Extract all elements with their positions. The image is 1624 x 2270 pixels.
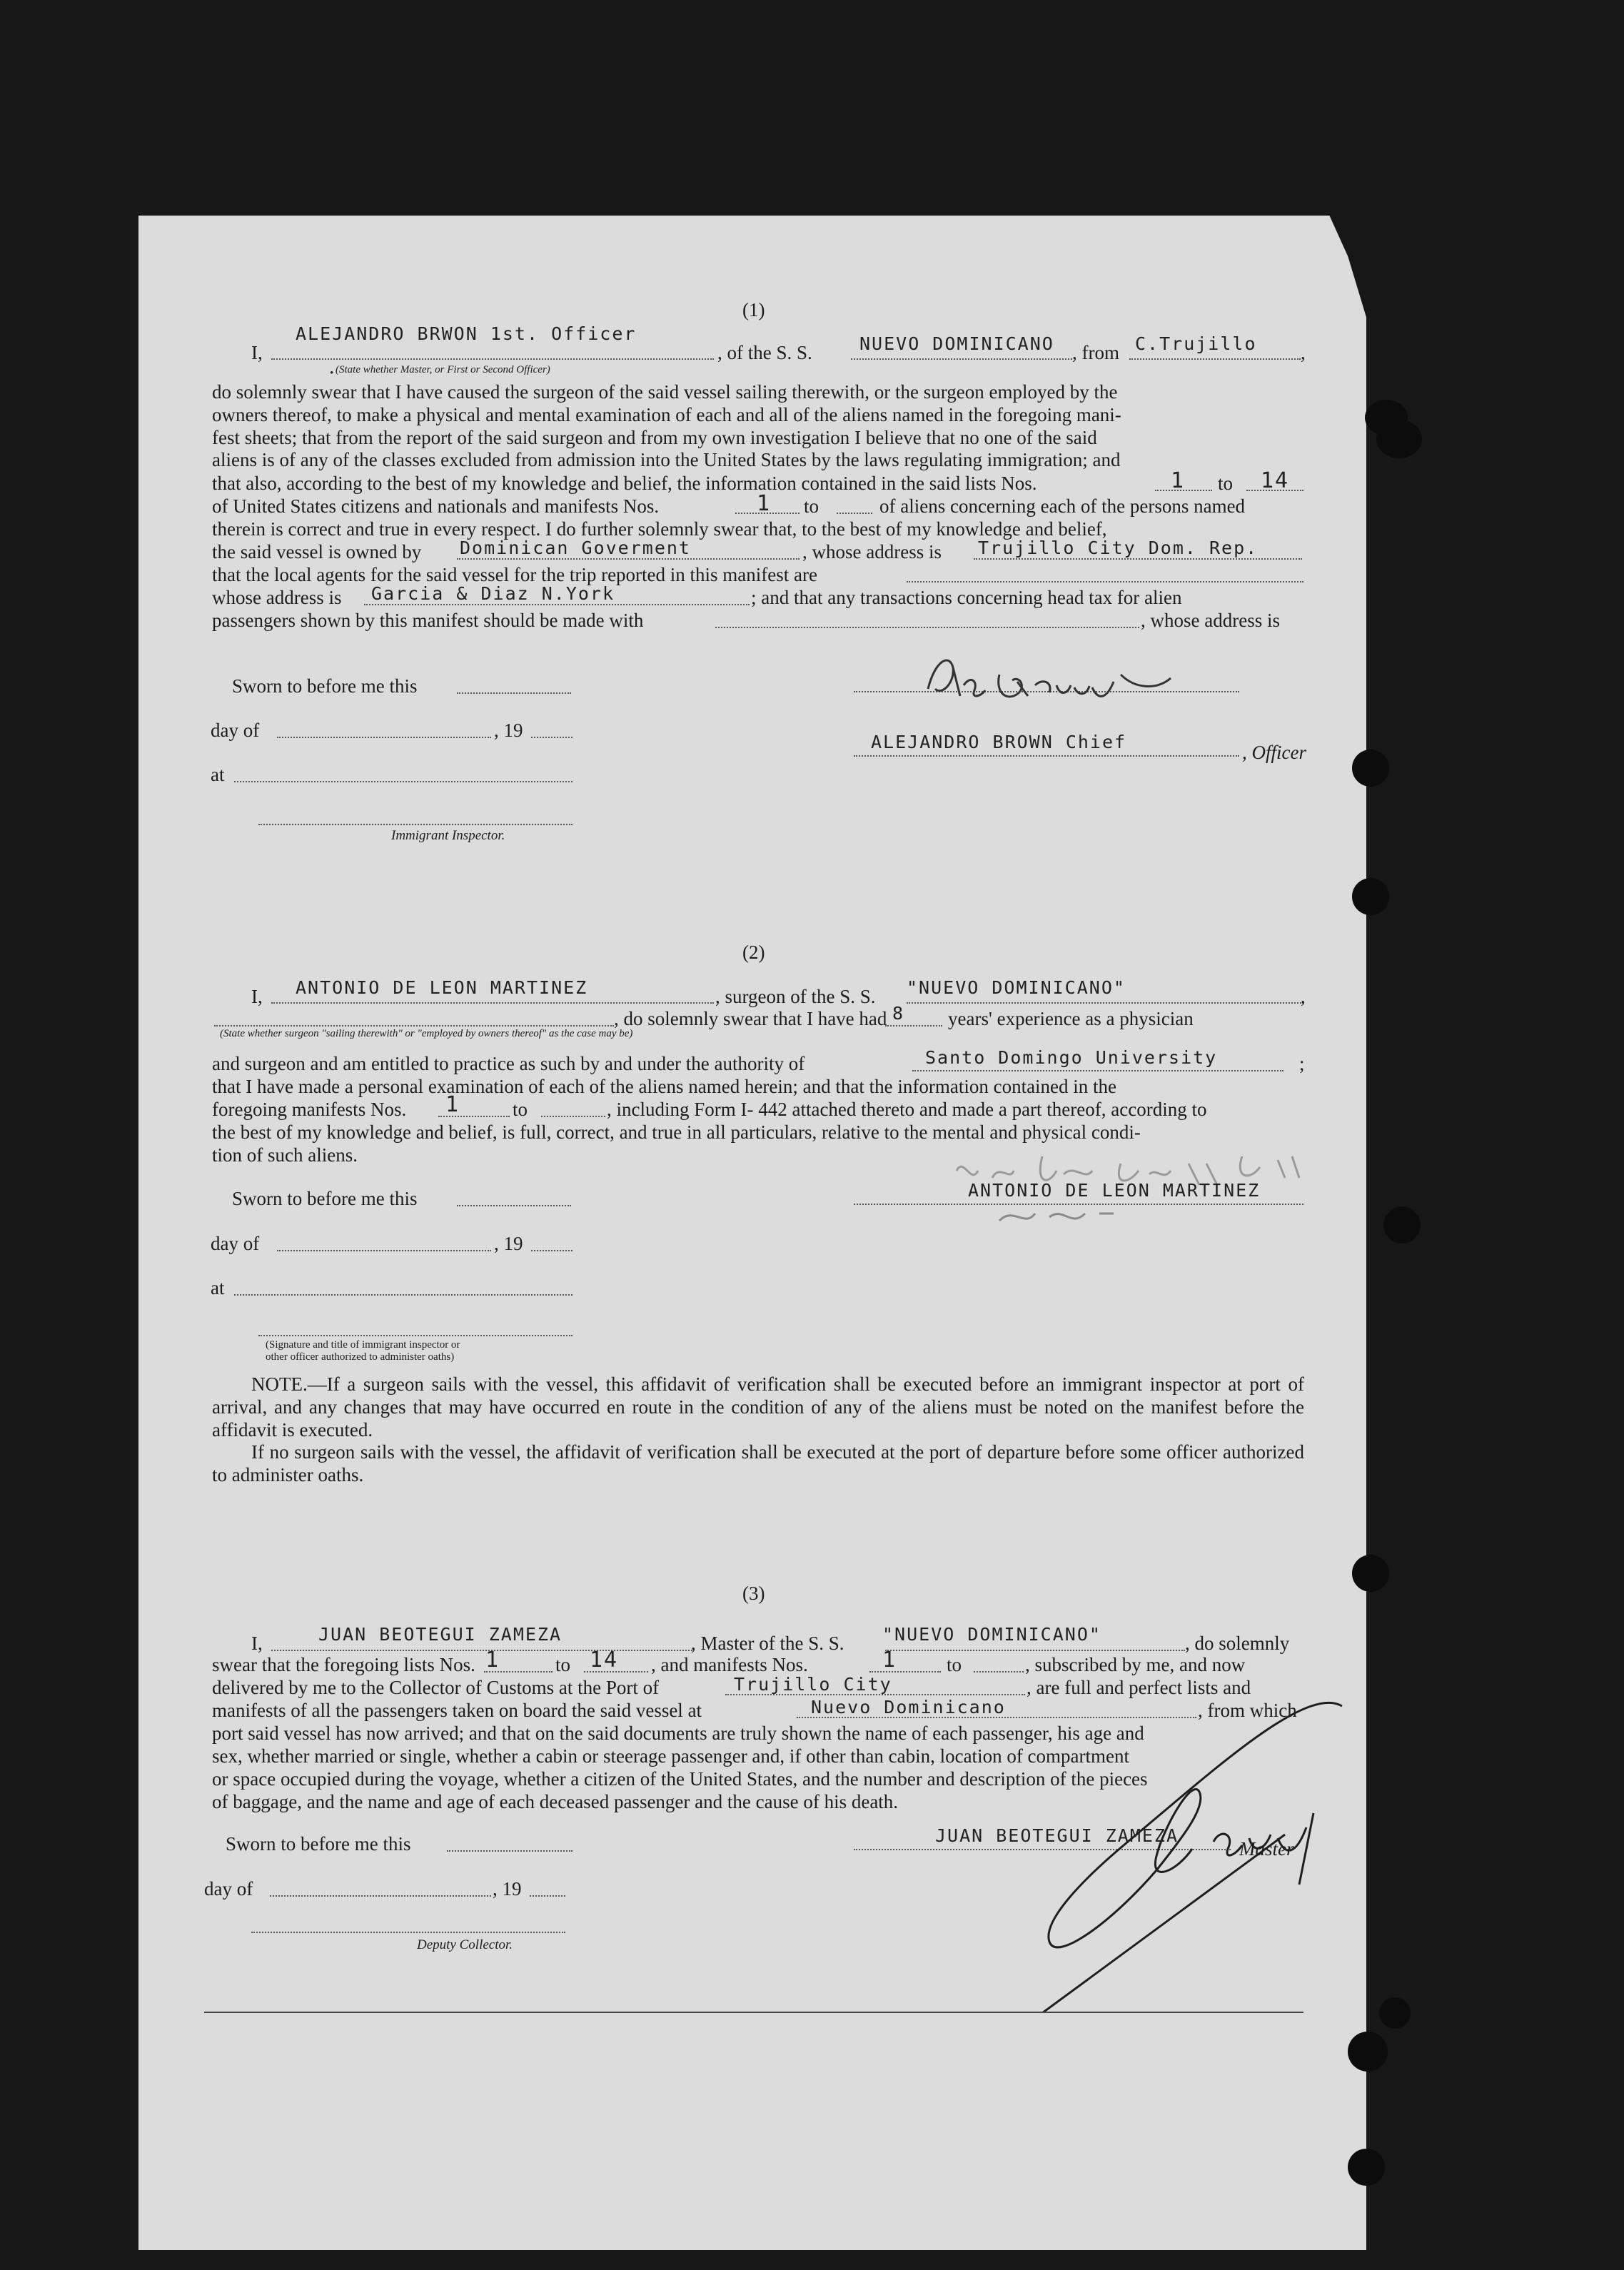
officer-label: , Officer	[1242, 742, 1306, 763]
sworn-label: Sworn to before me this	[232, 675, 418, 697]
surgeon-signer: ANTONIO DE LEON MARTINEZ	[968, 1180, 1261, 1201]
note-paragraph-2: If no surgeon sails with the vessel, the affidavit of verification shall be executed at the port of departure before some officer authorized to administer oaths.	[212, 1441, 1304, 1486]
section-2-number: (2)	[742, 942, 765, 963]
punch-hole	[1376, 420, 1422, 458]
of-ss-label: , of the S. S.	[717, 342, 812, 363]
officer-signature	[921, 646, 1178, 710]
surgeon-state-note: (State whether surgeon "sailing therewith" or "employed by owners thereof" as the case may be)	[220, 1028, 633, 1039]
lists-from: 1	[1171, 468, 1186, 493]
vessel-name: NUEVO DOMINICANO	[859, 333, 1054, 354]
punch-hole	[1352, 1555, 1389, 1592]
punch-hole	[1352, 878, 1389, 915]
authority: Santo Domingo University	[925, 1047, 1218, 1068]
officer-signer: ALEJANDRO BROWN Chief	[871, 732, 1127, 752]
section-1-i: I,	[251, 342, 263, 363]
boarded-at: Nuevo Dominicano	[811, 1697, 1006, 1717]
punch-hole	[1352, 750, 1389, 787]
master-name: JUAN BEOTEGUI ZAMEZA	[318, 1624, 563, 1645]
master-lists-from: 1	[485, 1648, 500, 1673]
section-3-number: (3)	[742, 1583, 765, 1604]
master-lists-to: 14	[590, 1648, 619, 1673]
section-1-body	[212, 381, 1304, 472]
section-1-number: (1)	[742, 299, 765, 321]
note-paragraph-1: NOTE.—If a surgeon sails with the vessel, this affidavit of verification shall be executed before an immigrant inspector at port of arrival, and any changes that may have occurred en route in the condition of any of the aliens must be noted on the manifest before the affidavit is executed.	[212, 1373, 1304, 1441]
body-line: owners thereof, to make a physical and mental examination of each and all of the aliens named in the foregoing mani-	[212, 403, 1121, 425]
punch-hole	[1348, 2032, 1388, 2072]
verification-note	[212, 1373, 1304, 1487]
collector-caption: Deputy Collector.	[417, 1937, 513, 1952]
body-line: aliens is of any of the classes excluded from admission into the United States by the laws regulating immigration; and	[212, 449, 1121, 471]
from-label: , from	[1072, 342, 1119, 363]
punch-hole	[1379, 1997, 1411, 2029]
officer-name-line	[271, 358, 714, 360]
manifest-from: 1	[757, 491, 772, 516]
surgeon-manifest-from: 1	[445, 1092, 460, 1117]
agents: Garcia & Diaz N.York	[371, 583, 615, 604]
master-signer: JUAN BEOTEGUI ZAMEZA	[935, 1825, 1179, 1846]
master-vessel: "NUEVO DOMINICANO"	[882, 1624, 1101, 1645]
bottom-rule	[204, 2012, 1303, 2013]
from-port: C.Trujillo	[1135, 333, 1257, 354]
master-signature	[999, 1685, 1371, 2013]
lists-to: 14	[1261, 468, 1290, 493]
punch-hole	[1348, 2149, 1385, 2186]
body-line: fest sheets; that from the report of the said surgeon and from my own investigation I believe that no one of the said	[212, 426, 1097, 448]
punch-hole	[1383, 1206, 1421, 1244]
surgeon-vessel: "NUEVO DOMINICANO"	[907, 977, 1126, 998]
owner-address: Trujillo City Dom. Rep.	[978, 538, 1259, 558]
master-manifest-from: 1	[882, 1648, 897, 1673]
years-experience: 8	[892, 1003, 905, 1024]
officer-name: ALEJANDRO BRWON 1st. Officer	[296, 323, 637, 344]
owner: Dominican Goverment	[460, 538, 691, 558]
master-label: Master	[1239, 1838, 1294, 1860]
surgeon-name: ANTONIO DE LEON MARTINEZ	[296, 977, 588, 998]
body-line: that also, according to the best of my knowledge and belief, the information contained in the said lists Nos.	[212, 473, 1037, 494]
inspector-caption: Immigrant Inspector.	[391, 828, 505, 843]
body-line: do solemnly swear that I have caused the surgeon of the said vessel sailing therewith, or the surgeon employed by the	[212, 381, 1118, 403]
port: Trujillo City	[734, 1674, 892, 1695]
officer-state-note: (State whether Master, or First or Second Officer)	[336, 364, 550, 375]
vessel-line	[851, 358, 1072, 360]
from-port-line	[1129, 358, 1301, 360]
